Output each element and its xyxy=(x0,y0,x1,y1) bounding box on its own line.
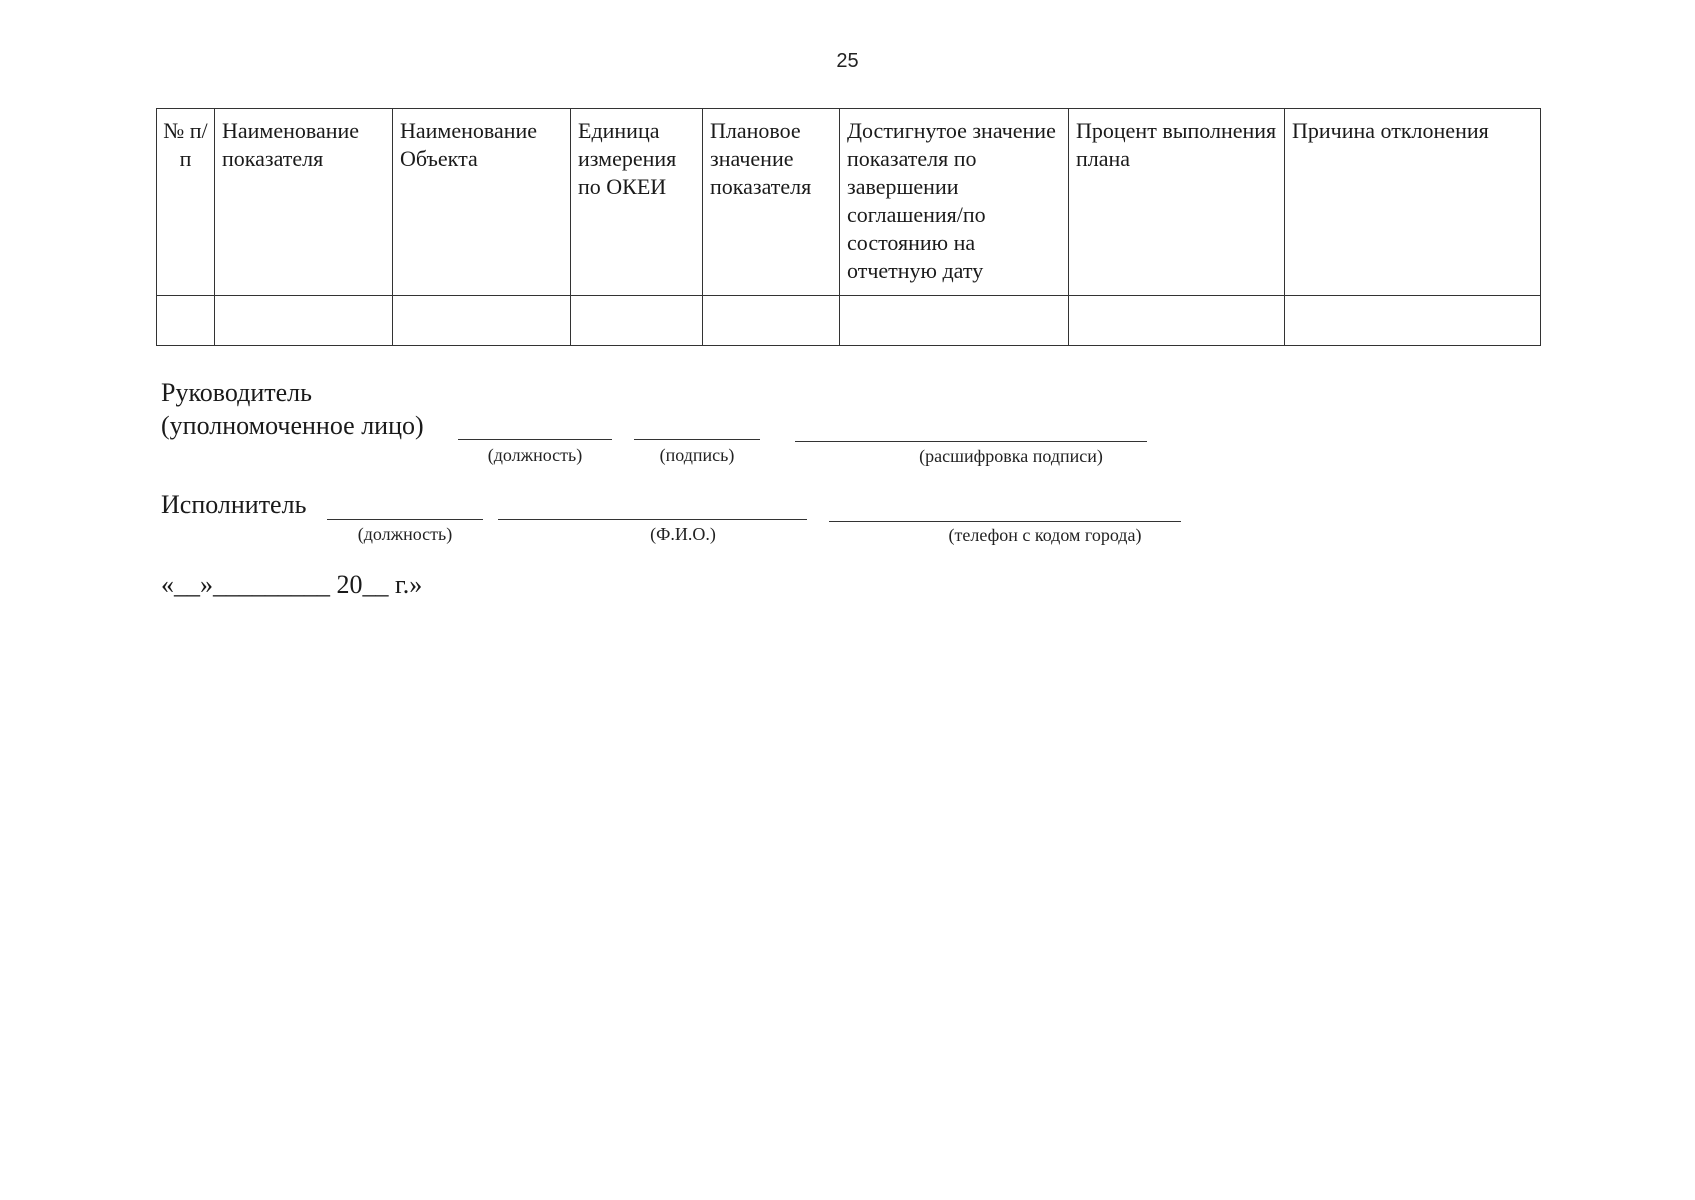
executor-caption-phone: (телефон с кодом города) xyxy=(948,525,1142,545)
header-number: № п/п xyxy=(157,109,215,296)
executor-caption-name: (Ф.И.О.) xyxy=(650,524,716,544)
head-caption-position: (должность) xyxy=(487,445,583,465)
header-planned-value: Плановое значение показателя xyxy=(703,109,840,296)
executor-phone-line[interactable] xyxy=(829,521,1181,522)
head-position-line[interactable] xyxy=(458,439,612,440)
header-achieved-value: Достигнутое значение показателя по завершении соглашения/по состоянию на отчетную дату xyxy=(840,109,1069,296)
header-object-name: Наименование Объекта xyxy=(393,109,571,296)
table-cell[interactable] xyxy=(571,296,703,346)
header-indicator-name: Наименование показателя xyxy=(215,109,393,296)
indicator-table xyxy=(156,108,1541,346)
header-deviation-reason: Причина отклонения xyxy=(1285,109,1541,296)
table-header-row xyxy=(157,109,1541,296)
table-cell[interactable] xyxy=(215,296,393,346)
table-cell[interactable] xyxy=(157,296,215,346)
table-cell[interactable] xyxy=(840,296,1069,346)
head-caption-decoding: (расшифровка подписи) xyxy=(919,446,1103,466)
page-number: 25 xyxy=(836,50,859,72)
header-unit-okei: Единица измерения по ОКЕИ xyxy=(571,109,703,296)
executor-name-line[interactable] xyxy=(498,519,807,520)
head-caption-signature: (подпись) xyxy=(659,445,735,465)
executor-label: Исполнитель xyxy=(161,490,307,519)
date-line: «__»_________ 20__ г.» xyxy=(161,570,423,599)
executor-position-line[interactable] xyxy=(327,519,483,520)
head-decoding-line[interactable] xyxy=(795,441,1147,442)
head-signature-line[interactable] xyxy=(634,439,760,440)
head-label-line2: (уполномоченное лицо) xyxy=(161,411,424,440)
table-row xyxy=(157,296,1541,346)
table-cell[interactable] xyxy=(703,296,840,346)
table-cell[interactable] xyxy=(1069,296,1285,346)
executor-caption-position: (должность) xyxy=(357,524,453,544)
header-plan-percent: Процент выполнения плана xyxy=(1069,109,1285,296)
table-cell[interactable] xyxy=(393,296,571,346)
head-label-line1: Руководитель xyxy=(161,378,312,407)
table-cell[interactable] xyxy=(1285,296,1541,346)
